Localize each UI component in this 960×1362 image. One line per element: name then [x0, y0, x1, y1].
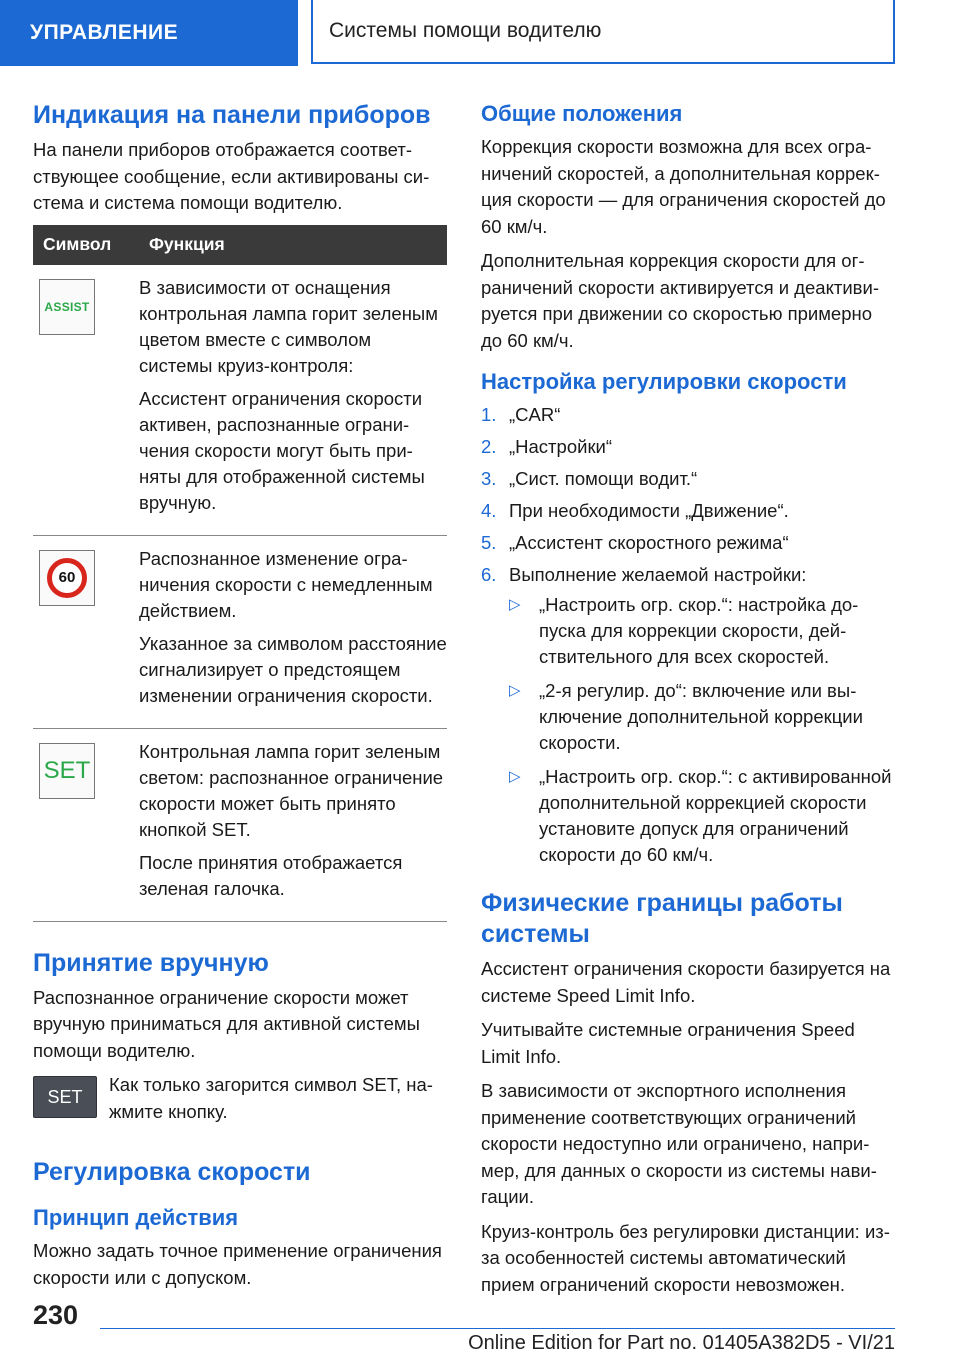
setup-heading: Настройка регулировки скорости [481, 369, 847, 394]
table-row [33, 535, 447, 728]
list-item [509, 764, 895, 868]
chapter-title: УПРАВЛЕНИЕ [30, 21, 179, 44]
step-text: „Ассистент скоростного режима“ [509, 532, 789, 553]
triangle-bullet-icon: ▷ [509, 768, 521, 785]
step-text: „Сист. помощи водит.“ [509, 468, 698, 489]
function-cell [139, 535, 447, 728]
section-header [311, 0, 895, 64]
step-number: 6. [481, 564, 497, 585]
step-text: Выполнение желаемой настройки: [509, 564, 807, 585]
page-number: 230 [33, 1300, 79, 1330]
triangle-bullet-icon: ▷ [509, 682, 521, 699]
speed-limit-sign-icon [39, 550, 95, 606]
list-item [481, 402, 895, 428]
principle-text: Можно задать точное применение ограничения скорости или с допуском. [33, 1240, 442, 1288]
setup-sub-steps [509, 592, 895, 868]
list-item [509, 592, 895, 670]
function-text: Указанное за символом расстояние сигнализирует о предстоящем изменении ограничения скорости. [139, 632, 447, 706]
function-text: В зависимости от оснащения контрольная лампа горит зеленым цветом вместе с символом системы круиз-контроля: [139, 276, 438, 376]
list-item [509, 678, 895, 756]
function-text: Контрольная лампа горит зеленым светом: распознанное ограничение скорости может быть принято кнопкой SET. [139, 740, 444, 840]
table-row [33, 265, 447, 536]
sub-step-text: „2-я регулир. до“: включение или выключение дополнительной коррекции скорости. [539, 680, 863, 753]
principle-heading: Принцип действия [33, 1205, 239, 1230]
manual-text: Распознанное ограничение скорости может вручную приниматься для активной системы помощи водителю. [33, 986, 420, 1061]
section-title: Системы помощи водителю [329, 19, 602, 42]
setup-steps [481, 402, 895, 868]
function-column-header: Функция [139, 225, 447, 265]
set-indicator-icon [39, 743, 95, 799]
list-item [481, 434, 895, 460]
general-text: Коррекция скорости возможна для всех ограничений скоростей, а дополнительная коррекция скорости — для ограничения скоростей до 60 км/ч. [481, 136, 886, 237]
function-text: После принятия отображается зеленая галочка. [139, 851, 403, 899]
step-text: „Настройки“ [509, 436, 613, 457]
symbol-cell [33, 728, 139, 921]
triangle-bullet-icon: ▷ [509, 596, 521, 613]
list-item [481, 498, 895, 524]
set-instruction-text: Как только загорится символ SET, нажмите кнопку. [109, 1074, 433, 1122]
general-text: Дополнительная коррекция скорости для ограничений скорости активируется и деактивируется при движении со скоростью примерно до 60 км/ч. [481, 250, 880, 351]
limits-text: Ассистент ограничения скорости базируется на системе Speed Limit Info. [481, 958, 891, 1006]
indication-heading: Индикация на панели приборов [33, 101, 431, 129]
function-cell [139, 728, 447, 921]
assist-icon [39, 279, 95, 335]
set-indicator-label: SET [43, 756, 91, 784]
limits-text: В зависимости от экспортного исполнения применение соответствующих ограничений скорости недоступно или ограничено, например, для данных о скорости из системы навигации. [481, 1080, 877, 1207]
symbol-cell [33, 265, 139, 536]
step-number: 2. [481, 436, 497, 457]
set-button-label: SET [47, 1086, 83, 1107]
list-item [481, 466, 895, 492]
function-text: Распознанное изменение ограничения скорости с немедленным действием. [139, 547, 433, 621]
regulation-heading: Регулировка скорости [33, 1158, 311, 1186]
set-button-icon [33, 1076, 97, 1118]
symbol-cell [33, 535, 139, 728]
list-item [481, 530, 895, 556]
footer-divider [100, 1328, 895, 1329]
step-number: 3. [481, 468, 497, 489]
set-instruction [33, 1072, 447, 1125]
step-number: 1. [481, 404, 497, 425]
sub-step-text: „Настроить огр. скор.“: с активированной дополнительной коррекцией скорости установите допуск для ограничений скорости до 60 км/ч. [539, 766, 892, 865]
manual-heading: Принятие вручную [33, 948, 269, 977]
speed-limit-value: 60 [58, 569, 76, 586]
step-text: При необходимости „Движение“. [509, 500, 789, 521]
symbol-table-header [33, 225, 447, 265]
indication-intro: На панели приборов отображается соответствующее сообщение, если активированы система и система помощи водителю. [33, 139, 430, 213]
assist-icon-label: ASSIST [44, 299, 90, 314]
step-text: „CAR“ [509, 404, 561, 425]
symbol-column-header: Символ [33, 225, 139, 265]
step-number: 5. [481, 532, 497, 553]
symbol-table [33, 225, 447, 922]
speed-limit-sign [47, 558, 87, 598]
function-text: Ассистент ограничения скорости активен, распознанные ограничения скорости могут быть приняты для отображенной системы вручную. [139, 387, 425, 513]
left-column [33, 100, 447, 1299]
list-item [481, 562, 895, 868]
limits-text: Круиз-контроль без регулировки дистанции: из-за особенностей системы автоматический прием ограничений скорости невозможен. [481, 1220, 890, 1295]
table-row [33, 728, 447, 921]
general-heading: Общие положения [481, 101, 683, 126]
edition-text: Online Edition for Part no. 01405A382D5 - VI/21 [468, 1332, 895, 1354]
right-column [481, 100, 895, 1306]
limits-text: Учитывайте системные ограничения Speed Limit Info. [481, 1019, 855, 1067]
limits-heading: Физические границы работы системы [481, 889, 843, 948]
sub-step-text: „Настроить огр. скор.“: настройка допуска для коррекции скорости, действительного для всех скоростей. [539, 594, 859, 667]
chapter-header [0, 0, 298, 66]
function-cell [139, 265, 447, 536]
step-number: 4. [481, 500, 497, 521]
